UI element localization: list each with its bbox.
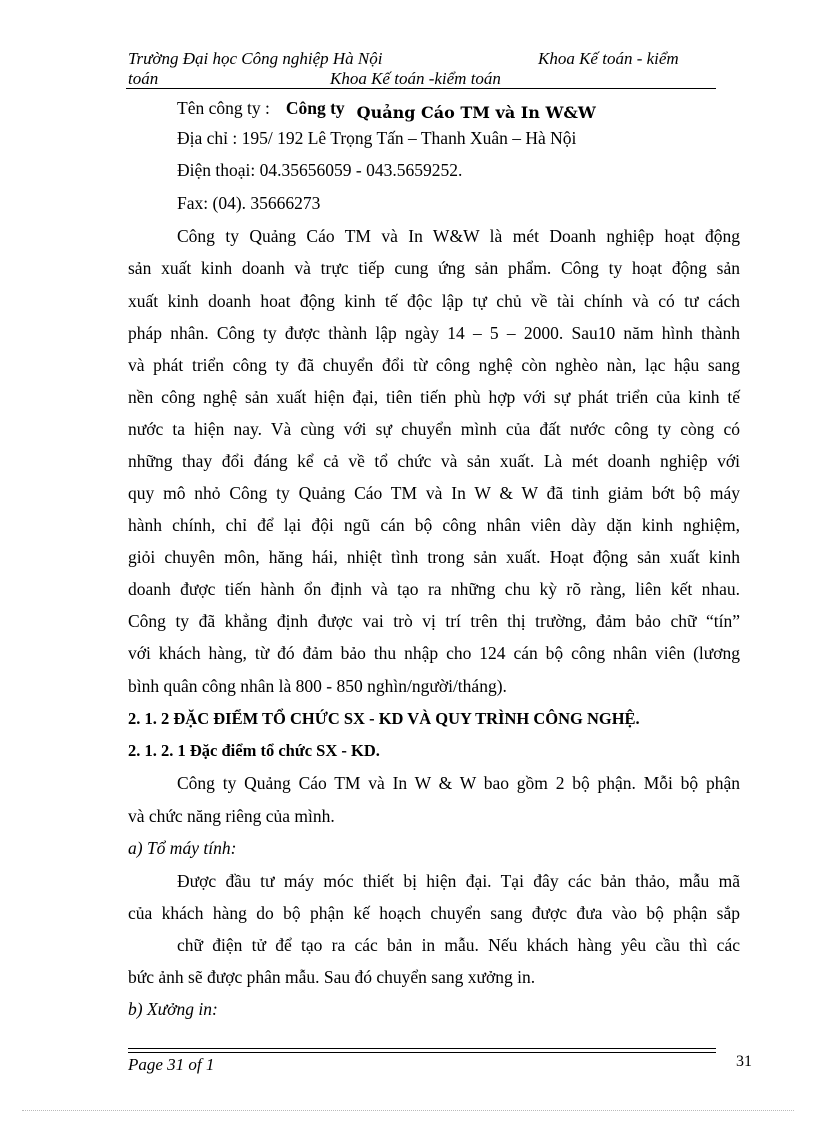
company-name-line: [177, 97, 740, 120]
company-phone: Điện thoại: 04.35656059 - 043.5659252.: [177, 160, 463, 180]
a-line: chữ điện tử để tạo ra các bản in mẫu. Nếu khách hàng yêu cầu thì các: [177, 935, 740, 955]
header-school-name: Trường Đại học Công nghiệp Hà Nội: [128, 49, 383, 68]
company-address: Địa chỉ : 195/ 192 Lê Trọng Tấn – Thanh Xuân – Hà Nội: [177, 128, 577, 148]
intro-line: pháp nhân. Công ty được thành lập ngày 14 – 5 – 2000. Sau10 năm hình thành: [128, 323, 740, 343]
footer-page-number: 31: [736, 1053, 752, 1070]
intro-line: hành chính, chỉ để lại đội ngũ cán bộ công nhân viên dày dặn kinh nghiệm,: [128, 515, 740, 535]
header-faculty-center: Khoa Kế toán -kiểm toán: [330, 69, 501, 88]
intro-line: xuất kinh doanh hoat động kinh tế độc lập tự chủ về tài chính và có tư cách: [128, 291, 740, 311]
intro-line: quy mô nhỏ Công ty Quảng Cáo TM và In W & W đã tinh giảm bớt bộ máy: [128, 483, 740, 503]
intro-line: giỏi chuyên môn, hăng hái, nhiệt tình trong sản xuất. Hoạt động sản xuất kinh: [128, 547, 740, 567]
intro-line: Công ty đã khẳng định được vai trò vị trí trên thị trường, đảm bảo chữ “tín”: [128, 611, 740, 631]
intro-line: doanh được tiến hành ổn định và tạo ra những chu kỳ rõ ràng, liên kết nhau.: [128, 579, 740, 599]
intro-line: nền công nghệ sản xuất hiện đại, tiên tiến phù hợp với sự phát triển của kinh tế: [128, 387, 740, 407]
a-line: của khách hàng do bộ phận kế hoạch chuyển sang được đưa vào bộ phận sắp: [128, 903, 740, 923]
header-continuation: toán: [128, 69, 159, 88]
header-faculty-right: Khoa Kế toán - kiểm: [538, 49, 679, 68]
intro-line: Công ty Quảng Cáo TM và In W&W là mét Doanh nghiệp hoạt động: [177, 226, 740, 246]
intro-line: những thay đổi đáng kể cả về tổ chức và sản xuất. Là mét doanh nghiệp với: [128, 451, 740, 471]
intro-line: nước ta hiện nay. Và cùng với sự chuyển mình của đất nước công ty còng có: [128, 419, 740, 439]
subheading-b: b) Xưởng in:: [128, 999, 218, 1019]
footer-rule-thin: [128, 1052, 716, 1053]
company-name-label: Tên công ty :: [177, 98, 270, 118]
org-line: và chức năng riêng của mình.: [128, 806, 335, 826]
section-heading-2-1-2-1: 2. 1. 2. 1 Đặc điểm tổ chức SX - KD.: [128, 741, 380, 760]
company-name-value: Quảng Cáo TM và In W&W: [356, 103, 596, 122]
subheading-a: a) Tổ máy tính:: [128, 838, 237, 858]
intro-line: bình quân công nhân là 800 - 850 nghìn/người/tháng).: [128, 676, 507, 696]
intro-line: với khách hàng, từ đó đảm bảo thu nhập cho 124 cán bộ công nhân viên (lương: [128, 643, 740, 663]
a-line: bức ảnh sẽ được phân mẫu. Sau đó chuyển sang xưởng in.: [128, 967, 536, 987]
company-name-prefix: Công ty: [285, 98, 345, 118]
company-fax: Fax: (04). 35666273: [177, 193, 321, 213]
org-line: Công ty Quảng Cáo TM và In W & W bao gồm 2 bộ phận. Mỗi bộ phận: [177, 773, 740, 793]
footer-page-label: Page 31 of 1: [128, 1055, 215, 1074]
a-line: Được đầu tư máy móc thiết bị hiện đại. Tại đây các bản thảo, mẫu mã: [177, 871, 740, 891]
intro-line: và phát triển công ty đã chuyển đổi từ công nghệ còn nghèo nàn, lạc hậu sang: [128, 355, 740, 375]
header-rule: [126, 88, 716, 89]
intro-line: sản xuất kinh doanh và trực tiếp cung ứng sản phẩm. Công ty hoạt động sản: [128, 258, 740, 278]
page-bottom-dotted-border: [22, 1110, 794, 1111]
section-heading-2-1-2: 2. 1. 2 ĐẶC ĐIỂM TỔ CHỨC SX - KD VÀ QUY TRÌNH CÔNG NGHỆ.: [128, 709, 640, 728]
footer-rule-thick: [128, 1048, 716, 1049]
